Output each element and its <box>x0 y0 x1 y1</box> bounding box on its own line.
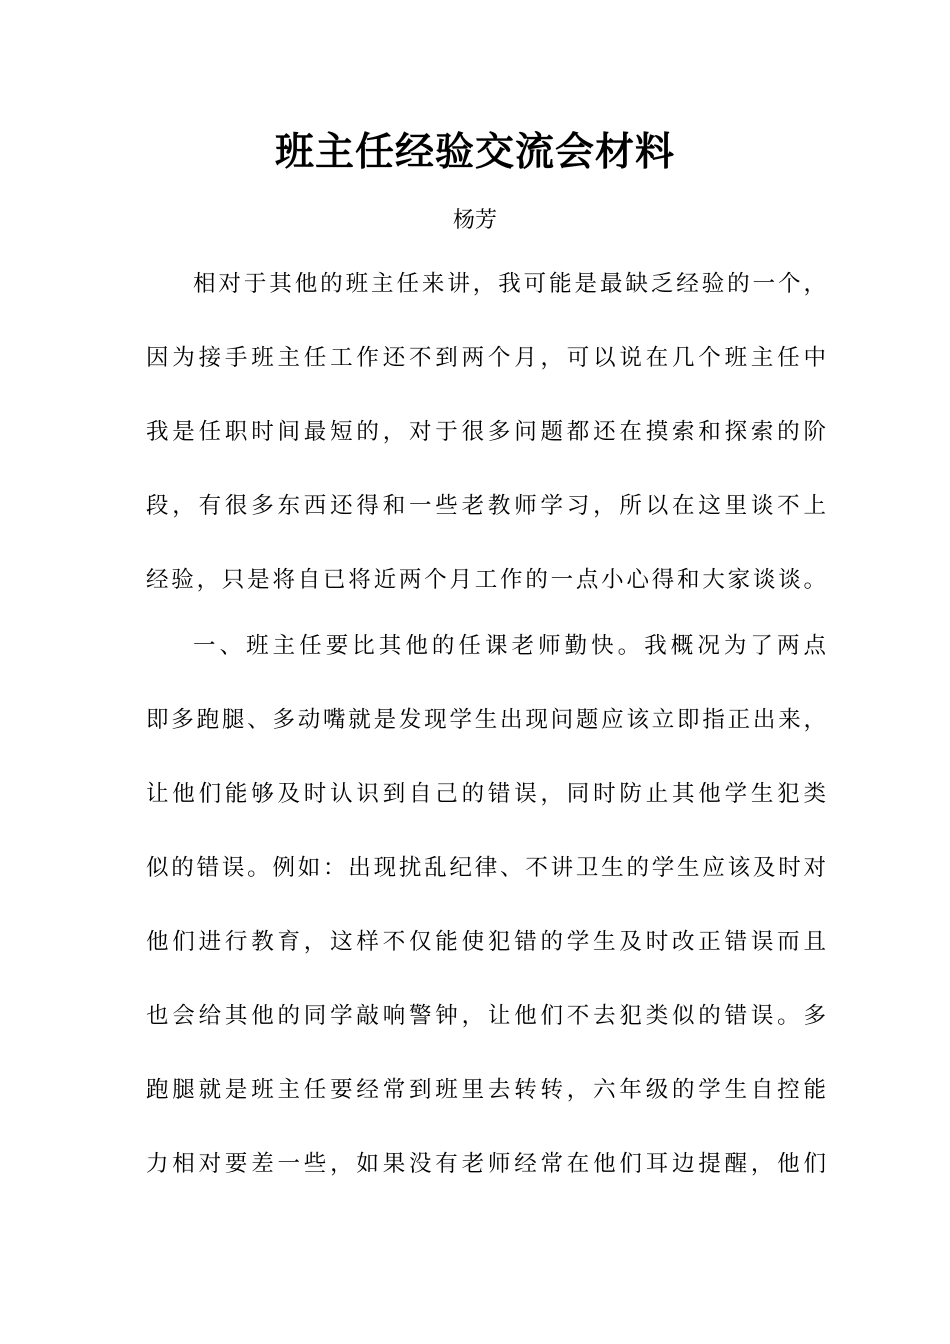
paragraph-line: 也会给其他的同学敲响警钟，让他们不去犯类似的错误。多 <box>146 1003 826 1029</box>
paragraph-line: 段，有很多东西还得和一些老教师学习，所以在这里谈不上 <box>146 493 826 519</box>
document-author: 杨芳 <box>452 208 497 233</box>
paragraph-line: 让他们能够及时认识到自己的错误，同时防止其他学生犯类 <box>146 781 826 807</box>
paragraph-line: 因为接手班主任工作还不到两个月，可以说在几个班主任中 <box>146 345 826 371</box>
paragraph-line: 他们进行教育，这样不仅能使犯错的学生及时改正错误而且 <box>146 929 826 955</box>
paragraph-line: 相对于其他的班主任来讲，我可能是最缺乏经验的一个， <box>193 271 826 297</box>
paragraph-line: 跑腿就是班主任要经常到班里去转转，六年级的学生自控能 <box>146 1077 826 1103</box>
paragraph-line: 我是任职时间最短的，对于很多问题都还在摸索和探索的阶 <box>146 419 826 445</box>
document-title: 班主任经验交流会材料 <box>274 129 675 175</box>
paragraph-line: 经验，只是将自已将近两个月工作的一点小心得和大家谈谈。 <box>146 567 826 593</box>
paragraph-line: 力相对要差一些，如果没有老师经常在他们耳边提醒，他们 <box>146 1151 826 1177</box>
paragraph-line: 似的错误。例如：出现扰乱纪律、不讲卫生的学生应该及时对 <box>146 855 826 881</box>
paragraph-line: 一、班主任要比其他的任课老师勤快。我概况为了两点 <box>193 633 826 659</box>
paragraph-line: 即多跑腿、多动嘴就是发现学生出现问题应该立即指正出来， <box>146 707 826 733</box>
